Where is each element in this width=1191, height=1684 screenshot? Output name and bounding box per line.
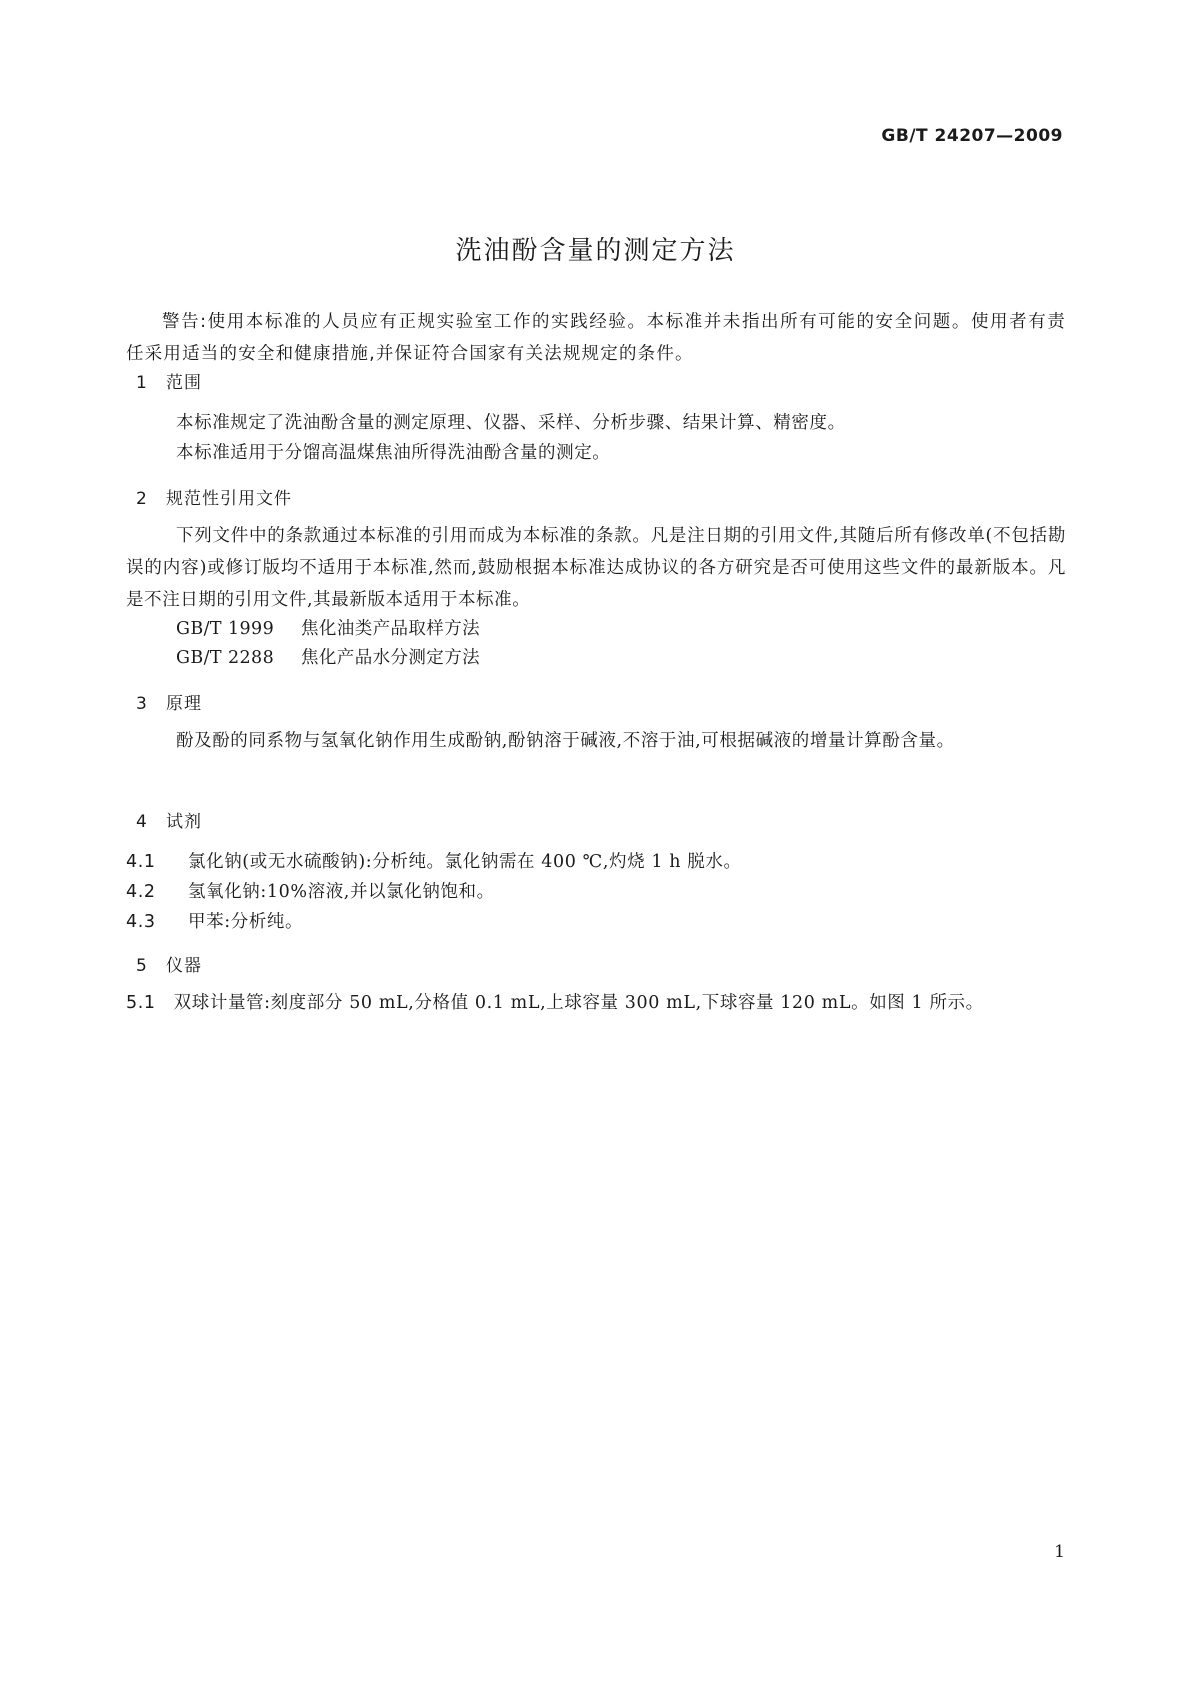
reagent-item xyxy=(126,848,742,873)
section-heading-normative-references xyxy=(136,484,292,509)
item-text: 甲苯:分析纯。 xyxy=(188,912,304,932)
section-title: 原理 xyxy=(166,694,202,714)
item-text: 氢氧化钠:10%溶液,并以氯化钠饱和。 xyxy=(188,882,495,902)
reagent-item xyxy=(126,878,495,903)
principle-paragraph: 酚及酚的同系物与氢氧化钠作用生成酚钠,酚钠溶于碱液,不溶于油,可根据碱液的增量计算酚含量。 xyxy=(176,731,955,751)
section-heading-reagents xyxy=(136,807,202,832)
scope-line-1: 本标准规定了洗油酚含量的测定原理、仪器、采样、分析步骤、结果计算、精密度。 xyxy=(176,413,846,433)
item-number: 5.1 xyxy=(126,993,156,1013)
reagent-item xyxy=(126,908,303,933)
section-heading-scope xyxy=(136,368,202,393)
item-number: 4.3 xyxy=(126,912,156,932)
reference-item xyxy=(176,644,480,669)
section-number: 2 xyxy=(136,489,148,509)
section-number: 5 xyxy=(136,956,148,976)
section-number: 1 xyxy=(136,373,148,393)
item-text: 双球计量管:刻度部分 50 mL,分格值 0.1 mL,上球容量 300 mL,下球容量 120 mL。如图 1 所示。 xyxy=(173,993,984,1013)
warning-paragraph: 警告:使用本标准的人员应有正规实验室工作的实践经验。本标准并未指出所有可能的安全问题。使用者有责任采用适当的安全和健康措施,并保证符合国家有关法规规定的条件。 xyxy=(126,312,1066,364)
reference-code: GB/T 2288 xyxy=(176,648,275,668)
document-title: 洗油酚含量的测定方法 xyxy=(455,236,736,266)
section-number: 3 xyxy=(136,694,148,714)
section-number: 4 xyxy=(136,812,148,832)
reference-code: GB/T 1999 xyxy=(176,619,275,639)
section-heading-apparatus xyxy=(136,951,202,976)
section-heading-principle xyxy=(136,689,202,714)
item-text: 氯化钠(或无水硫酸钠):分析纯。氯化钠需在 400 ℃,灼烧 1 h 脱水。 xyxy=(188,852,742,872)
scope-line-2: 本标准适用于分馏高温煤焦油所得洗油酚含量的测定。 xyxy=(176,443,611,463)
item-number: 4.1 xyxy=(126,852,156,872)
standard-code: GB/T 24207—2009 xyxy=(881,126,1063,146)
reference-name: 焦化油类产品取样方法 xyxy=(301,619,480,639)
normative-references-paragraph: 下列文件中的条款通过本标准的引用而成为本标准的条款。凡是注日期的引用文件,其随后所有修改单(不包括勘误的内容)或修订版均不适用于本标准,然而,鼓励根据本标准达成协议的各方研究是否可使用这些文件的最新版本。凡是不注日期的引用文件,其最新版本适用于本标准。 xyxy=(126,526,1066,610)
item-number: 4.2 xyxy=(126,882,156,902)
apparatus-item xyxy=(126,987,1066,1019)
section-title: 范围 xyxy=(166,373,202,393)
page-number: 1 xyxy=(1054,1542,1065,1562)
section-title: 仪器 xyxy=(166,956,202,976)
section-title: 试剂 xyxy=(166,812,202,832)
section-title: 规范性引用文件 xyxy=(166,489,292,509)
reference-name: 焦化产品水分测定方法 xyxy=(301,648,480,668)
reference-item xyxy=(176,615,480,640)
